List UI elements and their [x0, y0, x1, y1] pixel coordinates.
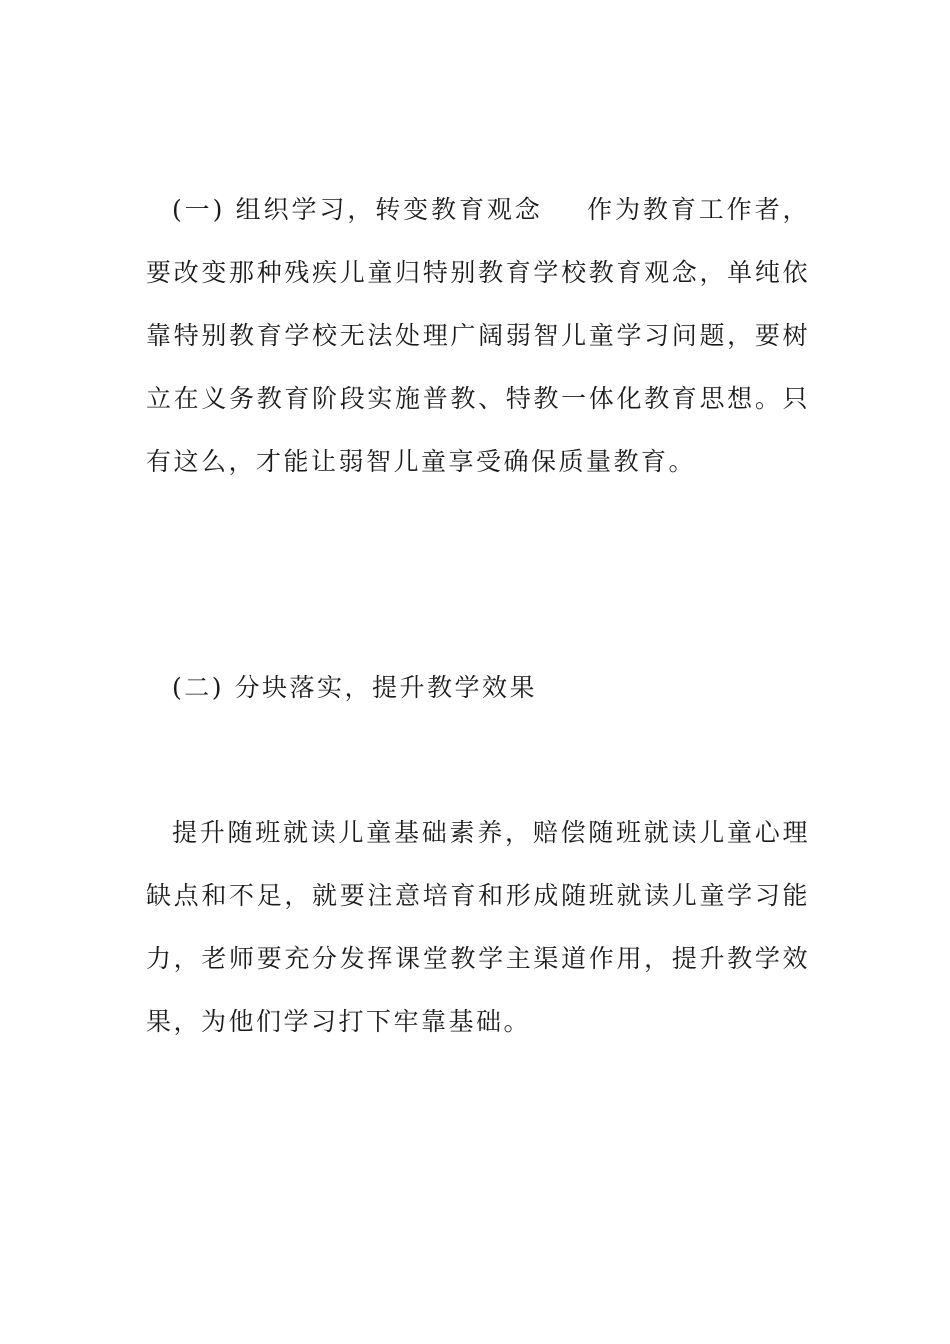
section-1-heading: (一) 组织学习，转变教育观念 [172, 195, 543, 224]
section-1-paragraph [146, 178, 810, 493]
section-2-body: 提升随班就读儿童基础素养，赔偿随班就读儿童心理缺点和不足，就要注意培育和形成随班就读儿童学习能力，老师要充分发挥课堂教学主渠道作用，提升教学效果，为他们学习打下牢靠基础。 [146, 818, 810, 1036]
section-1-body: 作为教育工作者，要改变那种残疾儿童归特别教育学校教育观念，单纯依靠特别教育学校无法处理广阔弱智儿童学习问题，要树立在义务教育阶段实施普教、特教一体化教育思想。只有这么，才能让弱智儿童享受确保质量教育。 [146, 195, 810, 476]
section-2-heading: (二) 分块落实，提升教学效果 [172, 673, 537, 702]
